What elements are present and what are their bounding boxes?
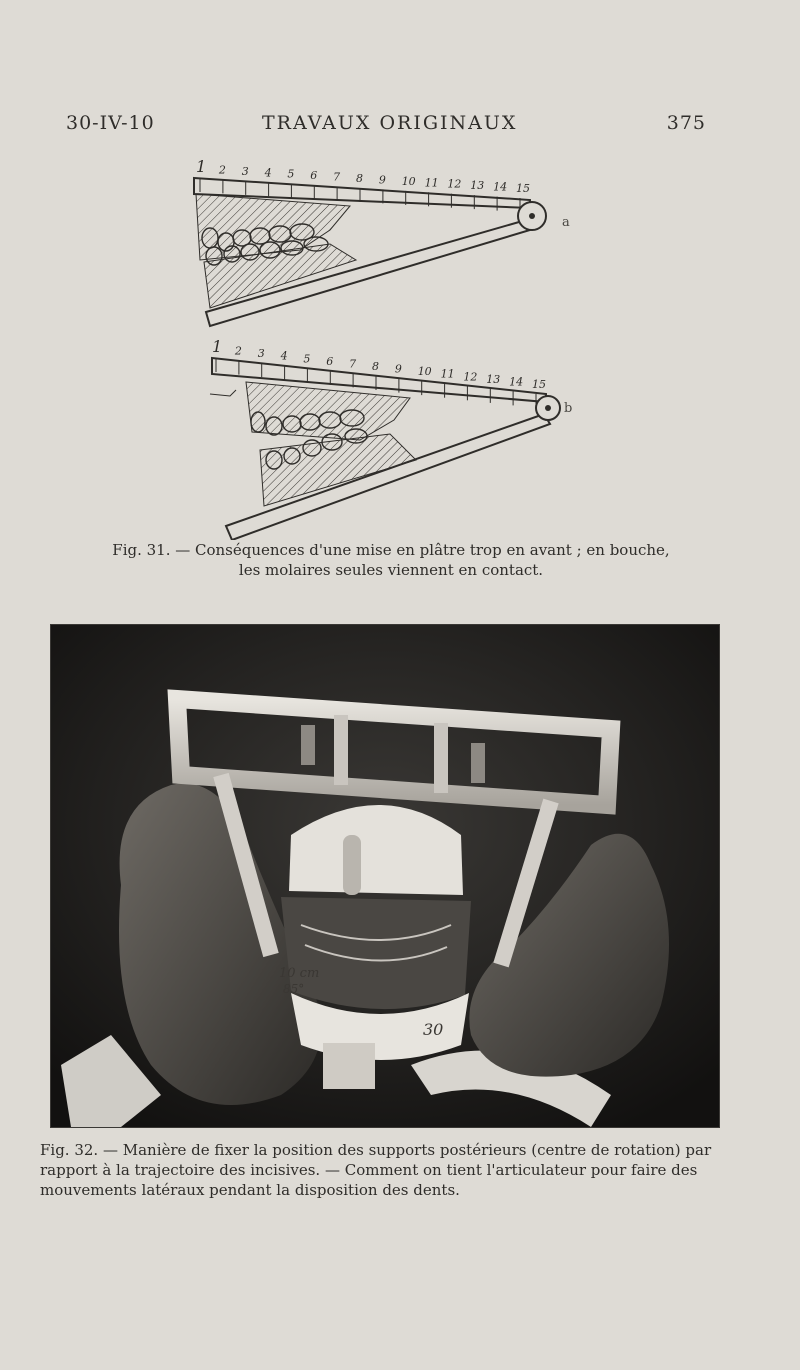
figure-31-drawing [180, 150, 580, 540]
ruler-b-number: 13 [486, 372, 501, 386]
page-number: 375 [666, 112, 706, 134]
ruler-a-number: 10 [401, 174, 416, 188]
incisal-pin [343, 835, 361, 895]
figure-32-caption-line-3: mouvements latéraux pendant la disposition des dents. [40, 1181, 460, 1199]
ruler-a-number: 6 [310, 169, 318, 183]
ruler-b-number: 14 [509, 375, 524, 389]
upper-cast-b [246, 382, 410, 440]
ruler-b-number: 4 [280, 349, 288, 363]
ruler-a-number: 12 [447, 177, 462, 191]
spring-right [471, 743, 485, 783]
ruler-a-number: 8 [356, 172, 363, 185]
articulator-diagram-b [210, 337, 572, 540]
cast-marking: 10 cm [279, 966, 320, 981]
lower-cast-b [260, 434, 416, 506]
articulator-diagram-a [194, 157, 570, 326]
cast-marking: 85° [283, 982, 305, 996]
figure-31-caption-line-2: les molaires seules viennent en contact. [238, 561, 544, 579]
ruler-b-number: 11 [440, 367, 455, 381]
page-header [66, 112, 706, 142]
header-section-title: TRAVAUX ORIGINAUX [262, 112, 518, 134]
ruler-a-number: 5 [287, 167, 295, 181]
figure-32-caption [40, 1140, 750, 1200]
ruler-b-number: 3 [257, 347, 265, 361]
ruler-b-number: 9 [394, 362, 402, 376]
ruler-b-number: 8 [372, 360, 379, 373]
figure-32-caption-line-2: rapport à la trajectoire des incisives. — Comment on tient l'articulateur pour faire des [40, 1161, 698, 1179]
spring-left [301, 725, 315, 765]
ruler-b-number: 1 [212, 337, 223, 356]
figure-32-photograph [50, 624, 720, 1128]
arrow-b [210, 390, 236, 396]
ruler-a-number: 14 [493, 180, 508, 194]
figure-label-a: a [562, 215, 570, 230]
teeth-model [281, 897, 471, 1009]
ruler-b-number: 5 [303, 352, 311, 366]
ruler-a-number: 9 [378, 173, 386, 187]
header-date: 30-IV-10 [66, 112, 155, 134]
ruler-a-number: 2 [218, 163, 226, 177]
ruler-a-number: 7 [333, 170, 341, 184]
lower-base-block [323, 1043, 375, 1089]
ruler-a-number: 11 [424, 176, 439, 190]
figure-31-caption [86, 540, 696, 580]
ruler-b-number: 2 [234, 344, 242, 358]
ruler-a-number: 15 [516, 182, 530, 195]
ruler-b-number: 7 [349, 357, 357, 371]
ruler-b-number: 6 [326, 354, 334, 368]
ruler-b-number: 10 [417, 365, 432, 379]
ruler-a-number: 3 [241, 164, 249, 178]
figure-label-b: b [564, 401, 573, 416]
figure-31-caption-line-1: Fig. 31. — Conséquences d'une mise en plâtre trop en avant ; en bouche, [112, 541, 670, 559]
ruler-a-number: 4 [264, 166, 272, 180]
ruler-a-number: 1 [196, 157, 207, 176]
ruler-b-number: 15 [532, 378, 546, 391]
cast-marking: 30 [423, 1020, 444, 1039]
ruler-b-number: 12 [463, 370, 478, 384]
ruler-a-number: 13 [470, 179, 485, 193]
articulator-photo-illustration [51, 625, 719, 1127]
figure-32-caption-line-1: Fig. 32. — Manière de fixer la position des supports postérieurs (centre de rotation) par [40, 1141, 712, 1159]
